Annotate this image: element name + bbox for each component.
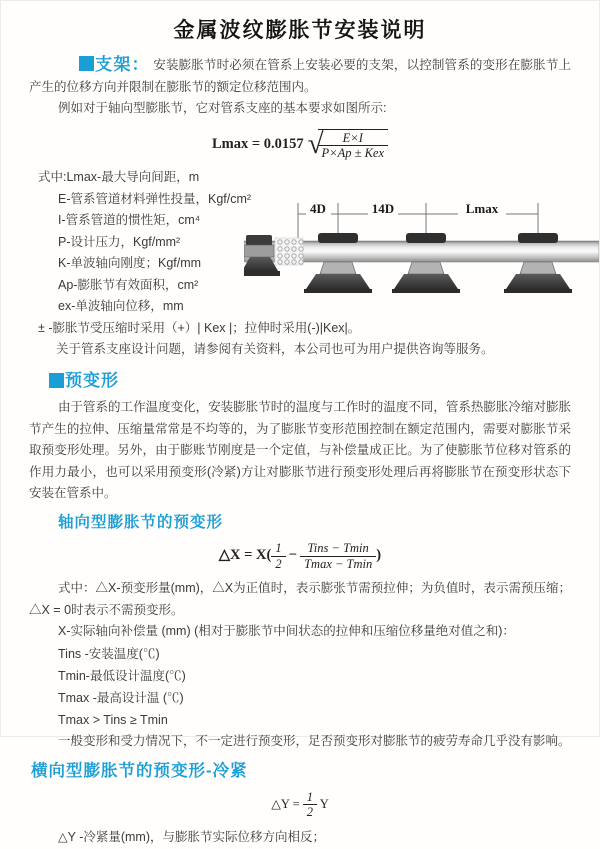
temp-inequality: Tmax > Tins ≥ Tmin [58, 712, 168, 727]
var-line: Ap-膨胀节有效面积，cm² [58, 277, 199, 292]
variables-and-diagram [29, 167, 571, 318]
axial-formula-close: ) [376, 547, 382, 564]
axial-note: 一般变形和受力情况下，不一定进行预变形，足否预变形对膨胀节的疲劳寿命几乎没有影响。 [58, 733, 571, 748]
dimension-label-4d: 4D [310, 201, 326, 217]
axial-half-fraction [271, 541, 285, 571]
axial-formula-lhs: △X = X( [218, 547, 272, 564]
lmax-formula-lhs: Lmax = 0.0157 [211, 135, 304, 152]
dimension-label-lmax: Lmax [465, 201, 499, 217]
page-title: 金属波纹膨胀节安装说明 [173, 19, 427, 42]
var-line: P-设计压力，Kgf/mm² [58, 234, 181, 249]
section-square-icon [79, 56, 94, 71]
vars-label: 式中:Lmax-最大导向间距，m [38, 170, 200, 185]
lateral-formula-rhs: Y [319, 796, 329, 811]
lateral-half-num: 1 [306, 789, 314, 804]
axial-half-den: 2 [271, 556, 285, 571]
support-intro-text: 安装膨胀节时必须在管系上安装必要的支架，以控制管系的变形在膨胀节上产生的位移方向并限制在膨胀节的额定位移范围内。 [29, 58, 571, 94]
temp-definition: Tmin-最低设计温度(℃) [58, 668, 186, 683]
plusminus-note: ± -膨胀节受压缩时采用（+）| Kex |；拉伸时采用(-)|Kex|。 [38, 320, 361, 335]
subheading-lateral: 横向型膨胀节的预变形-冷紧 [31, 762, 248, 780]
lmax-formula [29, 129, 571, 161]
support-example-line: 例如对于轴向型膨胀节，它对管系支座的基本要求如图所示: [58, 101, 387, 115]
sqrt-radicand [318, 129, 389, 161]
lmax-fraction-numerator: E×I [342, 130, 363, 145]
axial-half-num: 1 [275, 541, 282, 556]
lateral-half-den: 2 [303, 804, 317, 819]
predeform-heading-text: 预变形 [65, 370, 119, 390]
section-square-icon [49, 373, 64, 388]
lmax-fraction-denominator: P×Ap ± Kex [318, 145, 389, 160]
pipe-support-diagram [244, 199, 599, 301]
predeform-paragraph: 由于管系的工作温度变化，安装膨胀节时的温度与工作时的温度不同，管系热膨胀冷缩对膨胀节产生的拉伸、压缩量常常是不均等的，为了膨胀节变形范围控制在额定范围内，需要对膨胀节采取预变形处理。另外，由于膨账节刚度是一个定值，与补偿量成正比。为了使膨胀节位移对管系的作用力最小，也可以采用预变形(冷紧)方让对膨胀节进行预变形处理后再将膨胀节在预变形状态下安装在管系中。 [29, 400, 571, 501]
var-line: I-管系管道的惯性矩，cm⁴ [58, 213, 201, 228]
subheading-axial: 轴向型膨胀节的预变形 [58, 513, 224, 531]
section-heading-predeform [49, 370, 571, 392]
lateral-formula [29, 790, 571, 820]
support-intro-paragraph [29, 54, 571, 98]
axial-minus-sign: − [288, 547, 297, 564]
section-heading-support: 支架： [95, 55, 150, 74]
lateral-formula-lhs: △Y = [271, 796, 300, 811]
var-line: K-单波轴向刚度；Kgf/mm [58, 256, 202, 271]
dimension-label-14d: 14D [371, 201, 395, 217]
support-closing-line: 关于管系支座设计问题，请参阅有关资料，本公司也可为用户提供咨询等服务。 [56, 342, 494, 357]
bellows-expansion-joint [275, 238, 303, 265]
axial-temp-den: Tmax − Tmin [300, 556, 376, 571]
axial-x-definition: X-实际轴向补偿量 (mm) (相对于膨胀节中间状态的拉伸和压缩位移量绝对值之和)： [58, 624, 515, 638]
var-line: ex-单波轴向位移，mm [58, 299, 184, 314]
axial-temp-fraction [300, 541, 376, 571]
document-body [1, 54, 599, 849]
temp-definition: Tmax -最高设计温 (℃) [58, 690, 184, 705]
axial-temp-num: Tins − Tmin [307, 541, 369, 556]
lateral-half-fraction [303, 790, 317, 820]
lateral-note: △Y -冷紧量(mm)，与膨胀节实际位移方向相反； [58, 830, 326, 845]
axial-formula [29, 541, 571, 571]
axial-definition-paragraph: 式中：△X-预变形量(mm)，△X为正值时，表示膨张节需预拉伸；为负值时，表示需预压缩；△X = 0时表示不需预变形。 [29, 581, 571, 617]
sqrt-sign: √ [307, 127, 324, 160]
temp-definition: Tins -安装温度(℃) [58, 646, 160, 661]
var-line: E-管系管道材料弹性投量，Kgf/cm² [58, 191, 252, 206]
lmax-fraction [318, 131, 389, 161]
